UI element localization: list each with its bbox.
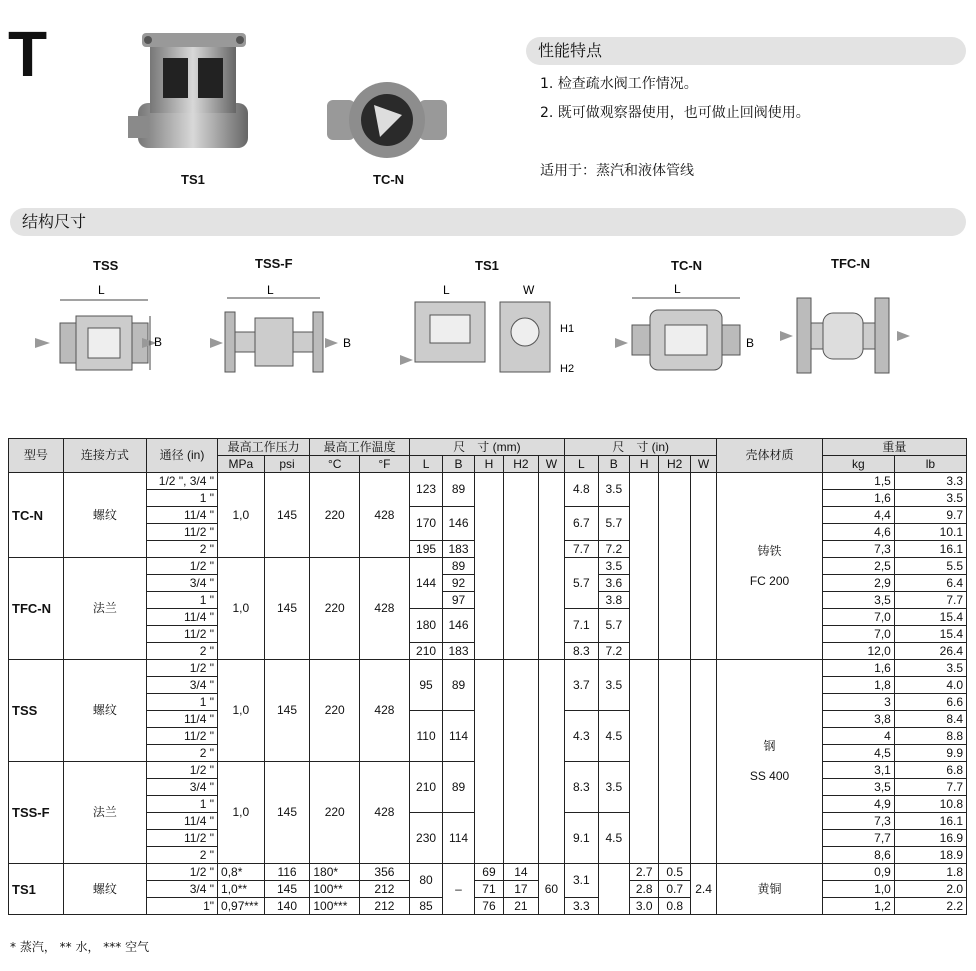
table-cell: 2 " <box>146 643 217 660</box>
table-cell: 60 <box>538 864 564 915</box>
table-cell <box>504 660 539 864</box>
table-cell: 11/2 " <box>146 728 217 745</box>
table-cell: 5.5 <box>894 558 966 575</box>
sub-header: psi <box>264 456 310 473</box>
table-cell: 89 <box>443 473 474 507</box>
dim-L: L <box>674 282 681 296</box>
table-cell: 76 <box>474 898 503 915</box>
table-cell: 220 <box>310 660 360 762</box>
table-cell: 100** <box>310 881 360 898</box>
table-cell: 3.0 <box>630 898 659 915</box>
table-cell: 8,6 <box>822 847 894 864</box>
table-cell: 116 <box>264 864 310 881</box>
table-cell: 3,1 <box>822 762 894 779</box>
table-cell: 1 " <box>146 592 217 609</box>
table-cell: 5.7 <box>598 609 629 643</box>
table-cell: 1,0 <box>218 473 265 558</box>
table-cell: 428 <box>360 660 410 762</box>
table-cell: 0.7 <box>659 881 690 898</box>
table-cell: 220 <box>310 473 360 558</box>
table-cell: 212 <box>360 881 410 898</box>
table-cell: 114 <box>443 813 474 864</box>
table-cell: 26.4 <box>894 643 966 660</box>
sub-header: °C <box>310 456 360 473</box>
structure-title: 结构尺寸 <box>10 208 966 236</box>
diagram-label: TSS <box>93 258 119 273</box>
dim-W: W <box>523 283 535 297</box>
table-cell: 7.7 <box>894 779 966 796</box>
table-cell: 145 <box>264 558 310 660</box>
table-cell <box>538 660 564 864</box>
table-cell <box>630 660 659 864</box>
table-cell: 11/4 " <box>146 813 217 830</box>
table-cell: 144 <box>409 558 442 609</box>
diagram-label: TC-N <box>671 258 703 273</box>
table-cell <box>474 660 503 864</box>
table-cell: 220 <box>310 558 360 660</box>
table-cell: 1,0 <box>822 881 894 898</box>
table-cell: 6.7 <box>565 507 598 541</box>
table-cell: 1 " <box>146 796 217 813</box>
table-cell: 0.5 <box>659 864 690 881</box>
sub-header: L <box>565 456 598 473</box>
table-cell: 145 <box>264 473 310 558</box>
table-cell: 2.2 <box>894 898 966 915</box>
diagram-label: TS1 <box>475 258 499 273</box>
sub-header: °F <box>360 456 410 473</box>
table-cell <box>630 473 659 660</box>
table-cell: 12,0 <box>822 643 894 660</box>
sub-header: W <box>538 456 564 473</box>
table-cell: 145 <box>264 762 310 864</box>
table-cell: 6.6 <box>894 694 966 711</box>
size: 1/2 ", 3/4 " <box>146 473 217 490</box>
ts1-diagram <box>395 280 585 380</box>
table-cell: 428 <box>360 558 410 660</box>
table-cell: 6.8 <box>894 762 966 779</box>
table-cell: 2.0 <box>894 881 966 898</box>
table-cell: 2 " <box>146 541 217 558</box>
table-cell: 8.3 <box>565 762 598 813</box>
dim-H2: H2 <box>560 363 575 375</box>
table-cell: 3/4 " <box>146 779 217 796</box>
sub-header: B <box>598 456 629 473</box>
table-cell: 89 <box>443 660 474 711</box>
table-cell: 85 <box>409 898 442 915</box>
dim-B: B <box>343 336 352 350</box>
table-cell: 1/2 " <box>146 864 217 881</box>
table-cell: 71 <box>474 881 503 898</box>
table-cell: 1,0** <box>218 881 265 898</box>
feature-item: 1. 检查疏水阀工作情况。 <box>540 76 698 92</box>
col-header: 尺 寸 (in) <box>565 439 717 456</box>
dim-L: L <box>443 283 450 297</box>
table-cell: 3,5 <box>822 779 894 796</box>
table-cell: 3/4 " <box>146 575 217 592</box>
table-cell: 16.1 <box>894 541 966 558</box>
spec-table <box>8 438 967 915</box>
material-brass: 黄铜 <box>717 864 823 915</box>
table-cell <box>538 473 564 660</box>
table-cell: 9.9 <box>894 745 966 762</box>
table-cell: 4,5 <box>822 745 894 762</box>
ts1-photo <box>128 28 258 163</box>
connection: 法兰 <box>63 762 146 864</box>
table-cell: – <box>443 864 474 915</box>
table-cell: 7.7 <box>894 592 966 609</box>
table-cell: 4.3 <box>565 711 598 762</box>
table-cell: 1,0 <box>218 660 265 762</box>
table-cell: 95 <box>409 660 442 711</box>
table-cell: 3.7 <box>565 660 598 711</box>
sub-header: H <box>630 456 659 473</box>
table-cell: 1,8 <box>822 677 894 694</box>
table-cell: 4,6 <box>822 524 894 541</box>
table-cell <box>690 473 716 660</box>
table-cell: 1.8 <box>894 864 966 881</box>
table-cell: 2,5 <box>822 558 894 575</box>
table-cell: 15.4 <box>894 626 966 643</box>
table-cell: 428 <box>360 762 410 864</box>
model-name: TSS <box>9 660 64 762</box>
connection: 螺纹 <box>63 660 146 762</box>
dim-L: L <box>98 283 105 297</box>
table-cell: 212 <box>360 898 410 915</box>
tss-diagram <box>30 278 180 378</box>
table-cell: 5.7 <box>565 558 598 609</box>
ts1-photo-label: TS1 <box>181 172 205 187</box>
table-cell: 2.4 <box>690 864 716 915</box>
section-letter: T <box>8 18 48 90</box>
tcn-diagram <box>610 280 770 380</box>
col-header: 壳体材质 <box>717 439 823 473</box>
table-cell: 14 <box>504 864 539 881</box>
col-header: 最高工作温度 <box>310 439 409 456</box>
features-title: 性能特点 <box>526 37 966 65</box>
diagram-label: TFC-N <box>831 256 870 271</box>
col-header: 最高工作压力 <box>218 439 310 456</box>
table-cell: 210 <box>409 762 442 813</box>
table-cell: 4.0 <box>894 677 966 694</box>
table-cell: 145 <box>264 881 310 898</box>
table-cell: 7.7 <box>565 541 598 558</box>
diagram-label: TSS-F <box>255 256 293 271</box>
sub-header: H2 <box>659 456 690 473</box>
table-cell <box>504 473 539 660</box>
table-cell: 6.4 <box>894 575 966 592</box>
applies-text: 适用于：蒸汽和液体管线 <box>540 163 694 179</box>
table-cell: 1,0 <box>218 558 265 660</box>
table-cell <box>659 660 690 864</box>
table-cell: 3.5 <box>894 490 966 507</box>
table-cell: 11/4 " <box>146 711 217 728</box>
table-cell: 2,9 <box>822 575 894 592</box>
table-cell: 3.5 <box>894 660 966 677</box>
table-cell: 3,8 <box>822 711 894 728</box>
table-cell: 11/4 " <box>146 609 217 626</box>
table-cell: 10.8 <box>894 796 966 813</box>
table-cell: 195 <box>409 541 442 558</box>
table-cell: 170 <box>409 507 442 541</box>
table-cell <box>659 473 690 660</box>
table-cell: 4,9 <box>822 796 894 813</box>
table-cell: 3/4 " <box>146 677 217 694</box>
table-cell: 4,4 <box>822 507 894 524</box>
table-cell: 7,0 <box>822 609 894 626</box>
table-cell: 21 <box>504 898 539 915</box>
table-cell: 11/2 " <box>146 626 217 643</box>
table-cell: 69 <box>474 864 503 881</box>
table-cell: 1" <box>146 898 217 915</box>
table-cell: 1,2 <box>822 898 894 915</box>
tfcn-diagram <box>775 288 925 378</box>
table-cell: 1 " <box>146 490 217 507</box>
table-cell: 230 <box>409 813 442 864</box>
dim-H1: H1 <box>560 323 575 335</box>
table-cell: 210 <box>409 643 442 660</box>
sub-header: MPa <box>218 456 265 473</box>
model-name: TSS-F <box>9 762 64 864</box>
weight-lb: 3.3 <box>894 473 966 490</box>
table-cell: 428 <box>360 473 410 558</box>
dim-B: B <box>154 335 163 349</box>
table-cell: 16.1 <box>894 813 966 830</box>
col-header: 通径 (in) <box>146 439 217 473</box>
table-cell: 8.4 <box>894 711 966 728</box>
table-cell: 11/2 " <box>146 830 217 847</box>
table-cell: 3.5 <box>598 660 629 711</box>
table-cell <box>690 660 716 864</box>
table-cell: 17 <box>504 881 539 898</box>
model-name: TC-N <box>9 473 64 558</box>
table-cell: 7,7 <box>822 830 894 847</box>
table-cell: 3 <box>822 694 894 711</box>
connection: 螺纹 <box>63 473 146 558</box>
connection: 法兰 <box>63 558 146 660</box>
table-cell: 7.2 <box>598 541 629 558</box>
table-cell: 11/4 " <box>146 507 217 524</box>
table-cell: 183 <box>443 541 474 558</box>
table-cell: 114 <box>443 711 474 762</box>
table-cell: 7,3 <box>822 813 894 830</box>
table-cell: 0,9 <box>822 864 894 881</box>
feature-item: 2. 既可做观察器使用，也可做止回阀使用。 <box>540 105 810 121</box>
table-cell: 4 <box>822 728 894 745</box>
material-steel: 钢 SS 400 <box>717 660 823 864</box>
tssf-diagram <box>205 280 365 380</box>
table-cell: 3/4 " <box>146 881 217 898</box>
table-cell: 3.8 <box>598 592 629 609</box>
table-cell: 145 <box>264 660 310 762</box>
table-cell: 16.9 <box>894 830 966 847</box>
table-cell: 97 <box>443 592 474 609</box>
table-cell: 140 <box>264 898 310 915</box>
table-cell: 92 <box>443 575 474 592</box>
table-cell: 100*** <box>310 898 360 915</box>
table-cell: 8.3 <box>565 643 598 660</box>
sub-header: L <box>409 456 442 473</box>
footnote: * 蒸汽， ** 水， *** 空气 <box>10 940 150 954</box>
model-name: TS1 <box>9 864 64 915</box>
table-cell: 3.1 <box>565 864 598 898</box>
table-cell: 7,3 <box>822 541 894 558</box>
dim-B: B <box>746 336 755 350</box>
weight-kg: 1,5 <box>822 473 894 490</box>
col-header: 尺 寸 (mm) <box>409 439 564 456</box>
tcn-photo <box>322 75 452 165</box>
table-cell: 5.7 <box>598 507 629 541</box>
table-cell: 11/2 " <box>146 524 217 541</box>
table-cell: 4.8 <box>565 473 598 507</box>
table-cell: 4.5 <box>598 813 629 864</box>
table-cell: 18.9 <box>894 847 966 864</box>
table-cell: 9.1 <box>565 813 598 864</box>
table-cell: 3.5 <box>598 762 629 813</box>
table-cell: 1/2 " <box>146 660 217 677</box>
table-cell: 180* <box>310 864 360 881</box>
table-cell: 1 " <box>146 694 217 711</box>
table-cell: 2 " <box>146 745 217 762</box>
table-cell: 1/2 " <box>146 762 217 779</box>
table-cell: 3.5 <box>598 558 629 575</box>
table-cell <box>598 864 629 915</box>
col-header: 重量 <box>822 439 966 456</box>
table-cell: 2 " <box>146 847 217 864</box>
table-cell: 110 <box>409 711 442 762</box>
sub-header: B <box>443 456 474 473</box>
table-cell: 220 <box>310 762 360 864</box>
sub-header: W <box>690 456 716 473</box>
table-cell: 89 <box>443 558 474 575</box>
table-cell: 0.8 <box>659 898 690 915</box>
material-iron: 铸铁 FC 200 <box>717 473 823 660</box>
table-cell: 0,8* <box>218 864 265 881</box>
table-cell: 15.4 <box>894 609 966 626</box>
table-cell: 3.3 <box>565 898 598 915</box>
table-cell: 9.7 <box>894 507 966 524</box>
table-cell: 356 <box>360 864 410 881</box>
table-cell: 80 <box>409 864 442 898</box>
table-cell: 89 <box>443 762 474 813</box>
table-cell: 0,97*** <box>218 898 265 915</box>
sub-header: kg <box>822 456 894 473</box>
table-cell: 180 <box>409 609 442 643</box>
table-cell <box>474 473 503 660</box>
sub-header: H2 <box>504 456 539 473</box>
table-cell: 1,6 <box>822 660 894 677</box>
sub-header: lb <box>894 456 966 473</box>
table-cell: 1/2 " <box>146 558 217 575</box>
tcn-photo-label: TC-N <box>373 172 405 187</box>
table-cell: 4.5 <box>598 711 629 762</box>
table-cell: 7,0 <box>822 626 894 643</box>
table-cell: 8.8 <box>894 728 966 745</box>
table-cell: 3.6 <box>598 575 629 592</box>
table-cell: 146 <box>443 507 474 541</box>
table-cell: 123 <box>409 473 442 507</box>
table-cell: 1,0 <box>218 762 265 864</box>
model-name: TFC-N <box>9 558 64 660</box>
dim-L: L <box>267 283 274 297</box>
table-cell: 10.1 <box>894 524 966 541</box>
table-cell: 3,5 <box>822 592 894 609</box>
col-header: 连接方式 <box>63 439 146 473</box>
sub-header: H <box>474 456 503 473</box>
connection: 螺纹 <box>63 864 146 915</box>
table-cell: 3.5 <box>598 473 629 507</box>
table-cell: 7.2 <box>598 643 629 660</box>
table-cell: 146 <box>443 609 474 643</box>
table-cell: 1,6 <box>822 490 894 507</box>
table-cell: 7.1 <box>565 609 598 643</box>
table-cell: 183 <box>443 643 474 660</box>
table-cell: 2.8 <box>630 881 659 898</box>
col-header: 型号 <box>9 439 64 473</box>
table-cell: 2.7 <box>630 864 659 881</box>
